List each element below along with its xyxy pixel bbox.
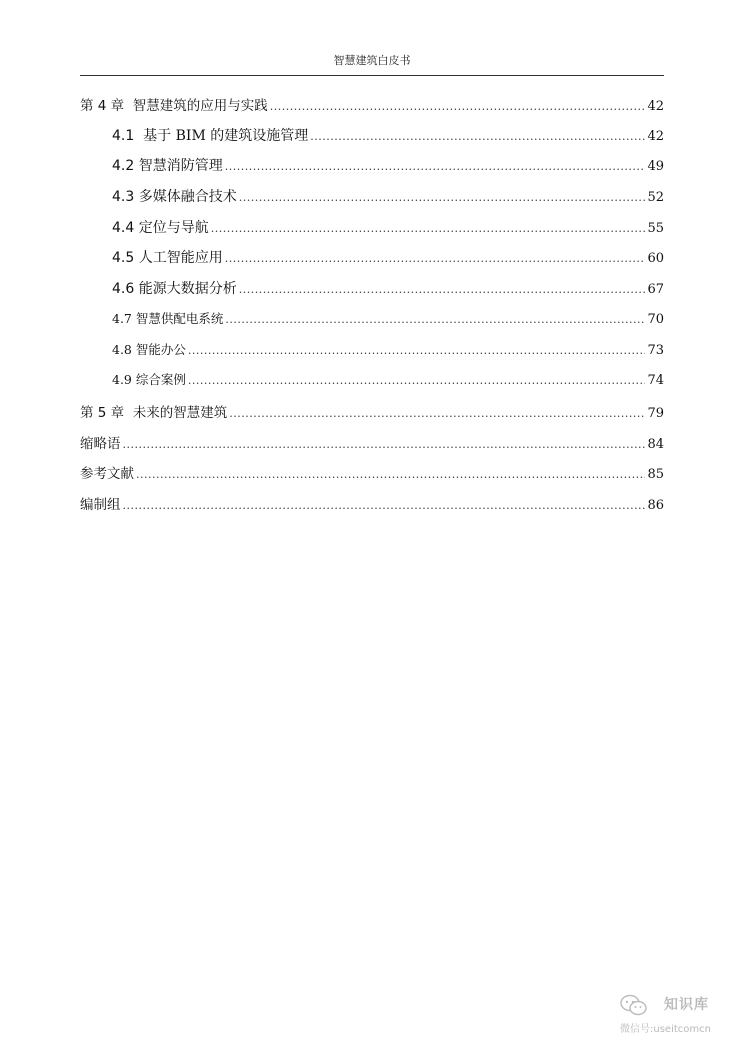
toc-page-number: 74 <box>647 373 664 389</box>
toc-leader <box>229 407 645 420</box>
toc-entry[interactable] <box>80 94 664 125</box>
toc-leader <box>239 191 646 204</box>
toc-leader <box>211 222 646 235</box>
toc-page-number: 49 <box>647 159 664 175</box>
toc-entry-title <box>112 247 223 267</box>
toc-entry-number: 4.8 <box>112 341 132 357</box>
toc-leader <box>225 160 646 173</box>
toc-entry-number: 4.4 <box>112 219 135 236</box>
toc-leader <box>310 130 645 143</box>
toc-page-number: 85 <box>647 467 664 483</box>
toc-entry-text: 综合案例 <box>135 372 186 388</box>
toc-entry-title <box>112 278 237 298</box>
toc-entry-number: 4.9 <box>112 372 132 388</box>
toc-page-number: 55 <box>647 220 664 236</box>
watermark-subtitle: 微信号:useitcomcn <box>620 1024 711 1035</box>
toc-page-number: 70 <box>647 311 664 327</box>
toc-entry[interactable] <box>80 462 664 493</box>
toc-entry-title <box>80 401 227 421</box>
toc-page-number: 67 <box>647 282 664 298</box>
toc-leader <box>123 438 646 451</box>
toc-page-number: 42 <box>647 99 664 114</box>
toc-page-number: 84 <box>647 436 664 452</box>
toc-entry[interactable] <box>80 247 664 278</box>
toc-page-number: 60 <box>647 251 664 267</box>
toc-entry-text: 未来的智慧建筑 <box>132 404 228 421</box>
toc-leader <box>225 252 646 265</box>
toc-entry[interactable] <box>80 370 664 401</box>
toc-entry[interactable] <box>80 309 664 340</box>
toc-entry-text: 智慧供配电系统 <box>135 310 224 326</box>
toc-entry-number: 4.1 <box>112 127 135 144</box>
toc-leader <box>225 313 645 326</box>
toc-entry-title <box>112 340 186 358</box>
toc-page-number: 79 <box>647 405 664 421</box>
toc-entry-number: 4.7 <box>112 310 132 326</box>
toc-entry[interactable] <box>80 125 664 156</box>
toc-leader <box>123 499 646 512</box>
toc-entry-text: 参考文献 <box>80 466 134 483</box>
toc-page-number: 52 <box>647 190 664 206</box>
toc-page-number: 42 <box>647 128 664 144</box>
toc-leader <box>239 283 646 296</box>
toc-entry[interactable] <box>80 186 664 217</box>
toc-entry[interactable] <box>80 493 664 524</box>
watermark <box>620 994 732 1036</box>
toc-leader <box>188 374 646 387</box>
header-rule <box>80 75 664 76</box>
toc-entry-text: 智慧消防管理 <box>138 158 223 175</box>
toc-entry-title <box>112 186 237 206</box>
toc-entry[interactable] <box>80 432 664 463</box>
toc-entry-title <box>112 155 223 175</box>
toc-entry-text: 编制组 <box>80 496 121 513</box>
toc-entry-text: 基于 BIM 的建筑设施管理 <box>143 127 309 144</box>
table-of-contents <box>80 94 664 524</box>
toc-entry-text: 缩略语 <box>80 435 121 452</box>
toc-leader <box>270 100 646 113</box>
toc-leader <box>188 344 646 357</box>
toc-entry-text: 定位与导航 <box>138 219 209 236</box>
toc-entry[interactable] <box>80 155 664 186</box>
wechat-icon <box>620 994 648 1018</box>
toc-entry-number: 4.3 <box>112 189 135 206</box>
toc-page-number: 73 <box>647 342 664 358</box>
toc-entry-text: 智能办公 <box>135 341 186 357</box>
toc-entry-title <box>112 217 209 237</box>
toc-entry-number: 4.5 <box>112 250 135 267</box>
toc-entry[interactable] <box>80 217 664 248</box>
toc-entry-number: 第 5 章 <box>80 404 125 421</box>
watermark-brand: 知识库 <box>664 997 709 1013</box>
toc-entry-title <box>112 370 186 388</box>
toc-entry-title <box>80 94 268 114</box>
toc-leader <box>136 468 645 481</box>
toc-entry[interactable] <box>80 401 664 432</box>
toc-entry-number: 4.6 <box>112 281 135 298</box>
page-header-title: 智慧建筑白皮书 <box>333 54 411 67</box>
toc-entry-text: 智慧建筑的应用与实践 <box>132 98 268 114</box>
toc-entry[interactable] <box>80 340 664 371</box>
toc-entry-number: 4.2 <box>112 158 135 175</box>
toc-page-number: 86 <box>647 497 664 513</box>
toc-entry-title <box>112 125 308 145</box>
toc-entry[interactable] <box>80 278 664 309</box>
toc-entry-text: 能源大数据分析 <box>138 281 237 298</box>
toc-entry-number: 第 4 章 <box>80 98 125 114</box>
toc-entry-text: 人工智能应用 <box>138 250 223 267</box>
toc-entry-title <box>112 309 223 327</box>
toc-entry-text: 多媒体融合技术 <box>138 189 237 206</box>
